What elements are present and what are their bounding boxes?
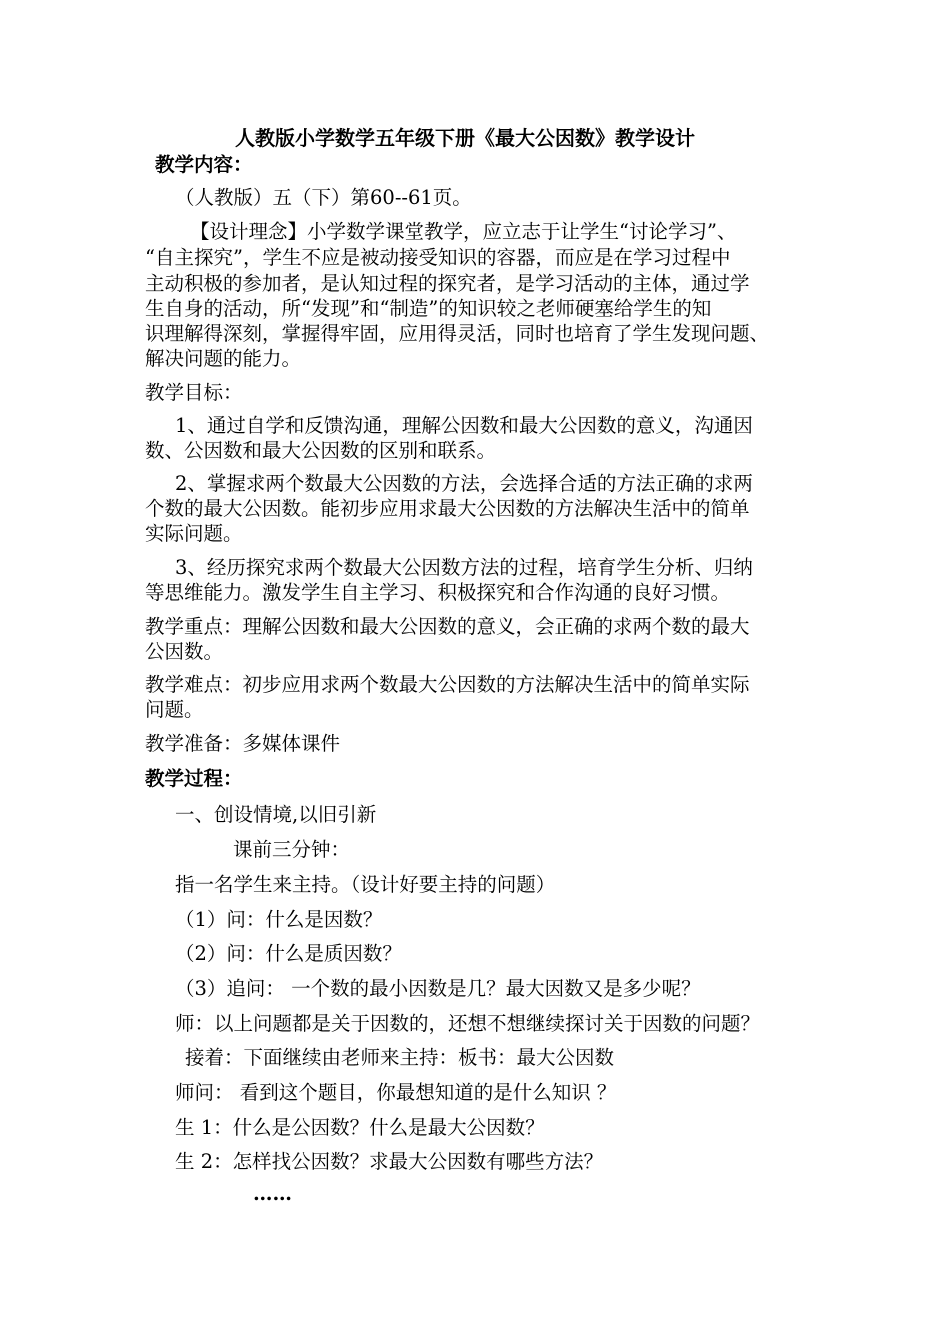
dialogue-line: 生 1：什么是公因数？什么是最大公因数？ [175,1116,545,1139]
design-concept-line: 主动积极的参加者，是认知过程的探究者，是学习活动的主体，通过学 [145,272,750,295]
preparation-line: 教学准备：多媒体课件 [145,732,341,755]
key-point-line: 教学重点：理解公因数和最大公因数的意义，会正确的求两个数的最大 [145,615,750,638]
dialogue-line: 接着：下面继续由老师来主持：板书：最大公因数 [185,1046,615,1069]
objectives-heading: 教学目标： [145,381,243,404]
process-line: 指一名学生来主持。（设计好要主持的问题） [175,873,556,896]
difficulty-line: 教学难点：初步应用求两个数最大公因数的方法解决生活中的简单实际 [145,673,750,696]
content-heading: 教学内容： [155,153,253,176]
difficulty-line: 问题。 [145,698,204,721]
objective-line: 2、掌握求两个数最大公因数的方法，会选择合适的方法正确的求两 [175,472,753,495]
design-concept-line: “自主探究”，学生不应是被动接受知识的容器，而应是在学习过程中 [145,246,731,269]
question-line: （1）问：什么是因数？ [175,908,383,931]
section-heading: 一、创设情境,以旧引新 [175,803,377,826]
design-concept-line: 解决问题的能力。 [145,347,302,370]
objective-line: 实际问题。 [145,522,243,545]
key-point-line: 公因数。 [145,640,224,663]
question-line: （3）追问： 一个数的最小因数是几？最大因数又是多少呢？ [175,977,701,1000]
objective-line: 3、经历探究求两个数最大公因数方法的过程，培育学生分析、归纳 [175,556,753,579]
process-heading: 教学过程： [145,767,243,790]
document-title: 人教版小学数学五年级下册《最大公因数》教学设计 [235,126,695,150]
process-line: 课前三分钟： [233,838,351,861]
objective-line: 1、通过自学和反馈沟通，理解公因数和最大公因数的意义，沟通因 [175,414,753,437]
content-text: （人教版）五（下）第60--61页。 [175,186,472,209]
dialogue-line: 生 2：怎样找公因数？求最大公因数有哪些方法？ [175,1150,604,1173]
objective-line: 数、公因数和最大公因数的区别和联系。 [145,439,497,462]
dialogue-line: 师：以上问题都是关于因数的，还想不想继续探讨关于因数的问题？ [175,1012,761,1035]
ellipsis: …… [253,1182,292,1205]
dialogue-line: 师问： 看到这个题目，你最想知道的是什么知识 ？ [175,1081,617,1104]
objective-line: 等思维能力。激发学生自主学习、积极探究和合作沟通的良好习惯。 [145,581,731,604]
design-concept-line: 识理解得深刻，掌握得牢固，应用得灵活，同时也培育了学生发现问题、 [145,322,770,345]
design-concept-line: 生自身的活动，所“发现”和“制造”的知识较之老师硬塞给学生的知 [145,297,712,320]
objective-line: 个数的最大公因数。能初步应用求最大公因数的方法解决生活中的简单 [145,497,750,520]
question-line: （2）问：什么是质因数？ [175,942,402,965]
design-concept-line: 【设计理念】小学数学课堂教学，应立志于让学生“讨论学习”、 [190,220,737,243]
